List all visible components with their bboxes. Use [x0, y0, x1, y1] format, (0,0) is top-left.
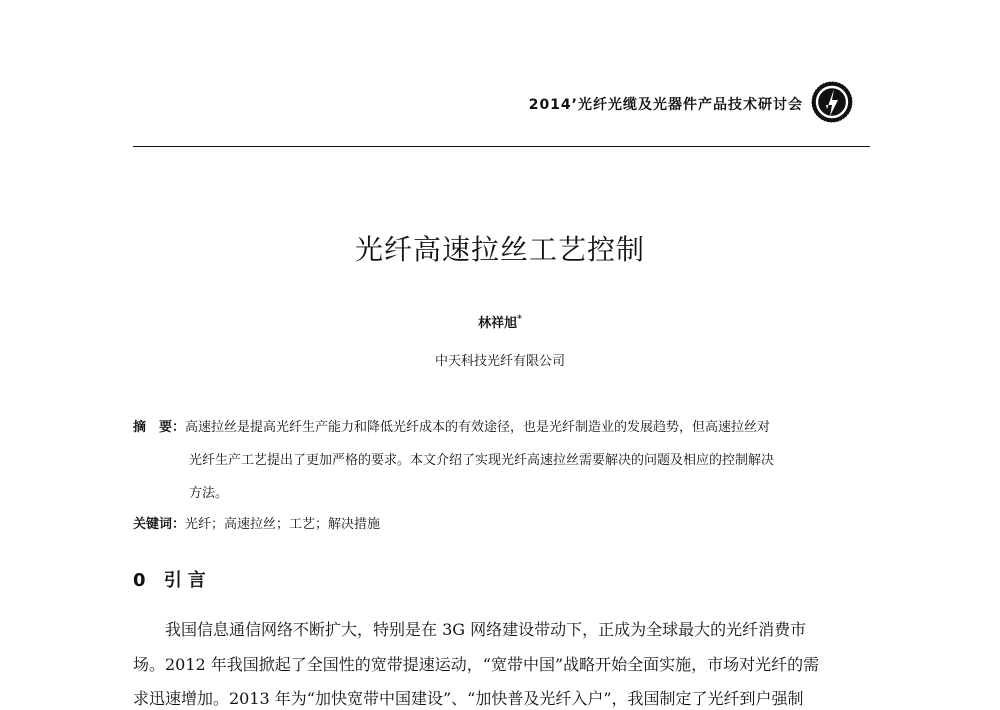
author-name: 林祥旭 — [478, 316, 518, 331]
section-title: 引言 — [163, 570, 212, 591]
abstract-line-2: 光纤生产工艺提出了更加严格的要求。本文介绍了实现光纤高速拉丝需要解决的问题及相应的控制解决 — [189, 453, 775, 468]
body-line-1: 我国信息通信网络不断扩大，特别是在 3G 网络建设带动下，正成为全球最大的光纤消费市 — [165, 620, 807, 639]
abstract-label: 摘 要： — [133, 420, 186, 435]
keywords — [133, 513, 380, 532]
section-number: 0 — [133, 570, 152, 591]
abstract-line-3: 方法。 — [189, 486, 229, 501]
abstract-text-1: 高速拉丝是提高光纤生产能力和降低光纤成本的有效途径，也是光纤制造业的发展趋势，但高速拉丝对 — [185, 420, 771, 435]
keywords-label: 关键词： — [133, 517, 186, 532]
body-line-3: 求迅速增加。2013 年为“加快宽带中国建设”、“加快普及光纤入户”，我国制定了光纤到户强制 — [133, 689, 804, 708]
author-footnote-mark: * — [517, 314, 522, 325]
paper-affiliation: 中天科技光纤有限公司 — [434, 354, 565, 369]
body-line-2: 场。2012 年我国掀起了全国性的宽带提速运动，“宽带中国”战略开始全面实施，市场对光纤的需 — [133, 655, 820, 674]
keywords-text: 光纤；高速拉丝；工艺；解决措施 — [185, 517, 381, 532]
header-rule — [133, 146, 870, 147]
conference-logo-icon — [810, 80, 854, 124]
paper-author — [0, 312, 1000, 331]
section-heading — [133, 566, 212, 592]
conference-header: 2014’光纤光缆及光器件产品技术研讨会 — [528, 97, 803, 113]
paper-title: 光纤高速拉丝工艺控制 — [354, 233, 645, 266]
abstract-line-1 — [133, 416, 770, 435]
